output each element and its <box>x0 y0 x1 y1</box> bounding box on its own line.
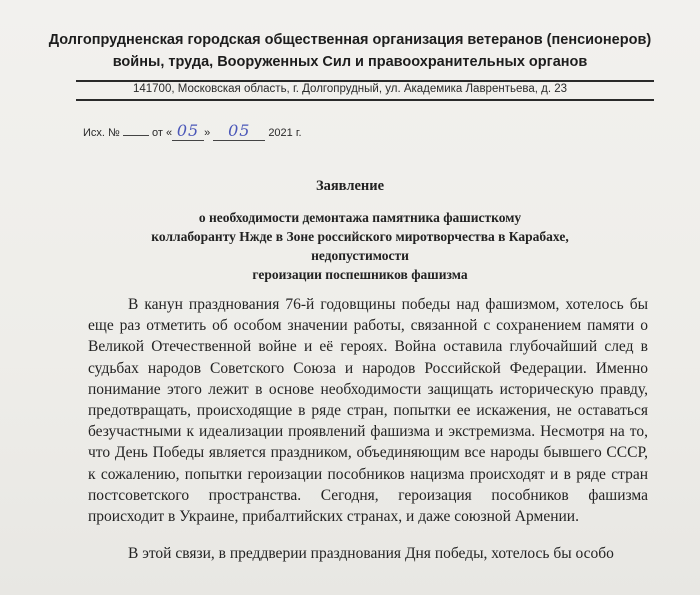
handwritten-day: 05 <box>176 121 200 140</box>
outgoing-reference <box>83 121 302 141</box>
ref-number-label: Исх. № <box>83 127 120 139</box>
document-body <box>88 294 648 580</box>
organization-name-line1: Долгопрудненская городская общественная организация ветеранов (пенсионеров) <box>48 32 652 48</box>
document-title: Заявление <box>315 178 385 194</box>
organization-name-line2: войны, труда, Вооруженных Сил и правоохранительных органов <box>112 54 588 70</box>
ref-number-blank <box>123 135 149 136</box>
letterhead-rule-bottom <box>76 99 654 101</box>
date-day-blank <box>172 121 204 141</box>
subject-line-3: героизации поспешников фашизма <box>252 267 468 282</box>
date-open-quote: « <box>165 127 173 139</box>
body-paragraph-1: В канун празднования 76-й годовщины победы над фашизмом, хотелось бы еще раз отметить об особом значении работы, связанной с сохранением памяти о Великой Отечественной войне и её героях. Война оставила глубочайший след в судьбах народов Советского Союза и народов Российской Федерации. Именно понимание этого лежит в основе необходимости защищать историческую правду, предотвращать, происходящие в ряде стран, попытки ее искажения, не оставаться безучастными к идеализации проявлений фашизма и экстремизма. Несмотря на то, что День Победы является праздником, объединяющим все народы бывшего СССР, к сожалению, попытки героизации пособников нацизма происходят и в ряде стран постсоветского пространства. Сегодня, героизация пособников фашизма происходит в Украине, прибалтийских странах, и даже союзной Армении. <box>88 296 648 526</box>
subject-line-1: о необходимости демонтажа памятника фашисткому <box>198 210 522 225</box>
organization-address: 141700, Московская область, г. Долгопрудный, ул. Академика Лаврентьева, д. 23 <box>132 83 568 95</box>
date-close-quote: » <box>204 127 211 139</box>
date-year: 2021 г. <box>268 127 302 139</box>
letterhead-rule-top <box>76 80 654 82</box>
handwritten-month: 05 <box>228 121 251 140</box>
document-subject <box>110 208 610 284</box>
subject-line-2: коллаборанту Нжде в Зоне российского миротворчества в Карабахе, недопустимости <box>151 229 569 263</box>
body-paragraph-2: В этой связи, в преддверии празднования Дня победы, хотелось бы особо <box>128 545 614 563</box>
date-month-blank <box>213 121 265 141</box>
date-from-label: от <box>151 127 163 139</box>
